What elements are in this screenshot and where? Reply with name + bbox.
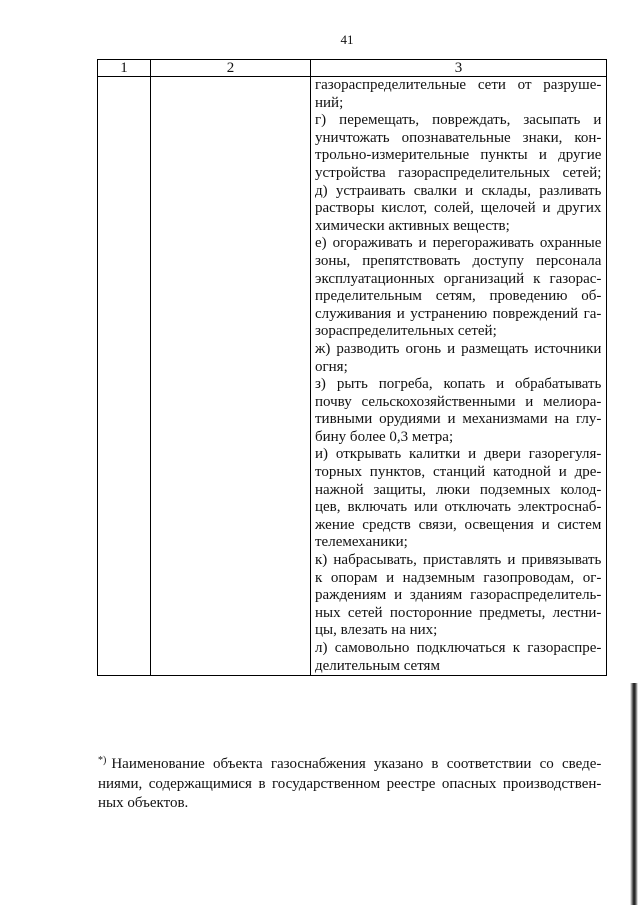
requirements-table — [97, 59, 607, 676]
col3-text-line: ж) разводить огонь и размещать источники — [315, 340, 602, 357]
col3-text-line: л) самовольно подключаться к газораспре- — [315, 640, 602, 656]
col3-text-line: пределительным сетям, проведению об- — [315, 288, 602, 305]
col3-text-line: ных сетей посторонние предметы, лестни- — [315, 604, 602, 621]
col3-text-line: огня; — [315, 358, 348, 375]
col3-text-line: уничтожать опознавательные знаки, кон- — [315, 129, 602, 146]
col3-text-line: тивными орудиями и механизмами на глу- — [315, 411, 602, 428]
table-header-row — [98, 60, 606, 77]
footnote-marker: *) — [98, 755, 107, 766]
column-header-1: 1 — [120, 60, 128, 76]
col3-text-line: зоны, препятствовать доступу персонала — [315, 252, 602, 269]
footnote-line: ных объектов. — [98, 795, 189, 812]
col3-text-line: нажной защиты, люки подземных колод- — [315, 481, 602, 498]
col3-text-line: растворы кислот, солей, щелочей и других — [315, 200, 602, 217]
col3-text-line: ний; — [315, 94, 344, 111]
table-cell-col-2 — [150, 77, 310, 675]
footnote-line: ниями, содержащимися в государственном реестре опасных производствен- — [98, 775, 602, 792]
footnote-text: Наименование объекта газоснабжения указано в соответствии со сведе- — [111, 756, 602, 772]
footnote — [98, 755, 602, 814]
page-number: 41 — [340, 32, 354, 47]
col3-text-line: з) рыть погреба, копать и обрабатывать — [315, 376, 602, 393]
table-cell-col-3 — [310, 77, 606, 675]
col3-text-line: д) устраивать свалки и склады, разливать — [315, 182, 602, 199]
col3-text-line: устройства газораспределительных сетей; — [315, 164, 602, 181]
col3-text-line: служивания и устранению повреждений га- — [315, 305, 602, 322]
col3-text-line: бину более 0,3 метра; — [315, 428, 454, 445]
col3-text-line: эксплуатационных организаций к газорас- — [315, 270, 602, 287]
col3-text-line: зораспределительных сетей; — [315, 323, 497, 340]
col3-text-line: делительным сетям — [315, 657, 440, 674]
footnote-line — [98, 755, 602, 775]
col3-text-line: раждениям и зданиям газораспределитель- — [315, 587, 602, 604]
column-header-3: 3 — [310, 60, 606, 76]
col3-text-line: к опорам и надземным газопроводам, ог- — [315, 569, 602, 586]
col3-text-line: к) набрасывать, приставлять и привязывать — [315, 552, 602, 569]
col3-text-line: е) огораживать и перегораживать охранные — [315, 235, 602, 252]
col3-text-line: торных пунктов, станций катодной и дре- — [315, 464, 602, 481]
col3-text-line: цы, влезать на них; — [315, 622, 438, 639]
table-row — [98, 77, 606, 675]
col3-text-line: и) открывать калитки и двери газорегуля- — [315, 446, 602, 463]
col3-text-line: трольно-измерительные пункты и другие — [315, 147, 602, 164]
col3-text-line: цев, включать или отключать электроснаб- — [315, 499, 602, 516]
scan-edge-shadow — [630, 683, 638, 905]
col3-text-line: почву сельскохозяйственными и мелиора- — [315, 393, 602, 410]
col3-text-line: телемеханики; — [315, 534, 408, 551]
col3-text-line: жение средств связи, освещения и систем — [315, 516, 602, 533]
column-header-2: 2 — [150, 60, 310, 76]
col3-text-line: газораспределительные сети от разруше- — [315, 77, 602, 93]
col3-text-line: г) перемещать, повреждать, засыпать и — [315, 112, 602, 129]
col3-text-line: химически активных веществ; — [315, 217, 510, 234]
table-cell-col-1 — [98, 77, 150, 675]
